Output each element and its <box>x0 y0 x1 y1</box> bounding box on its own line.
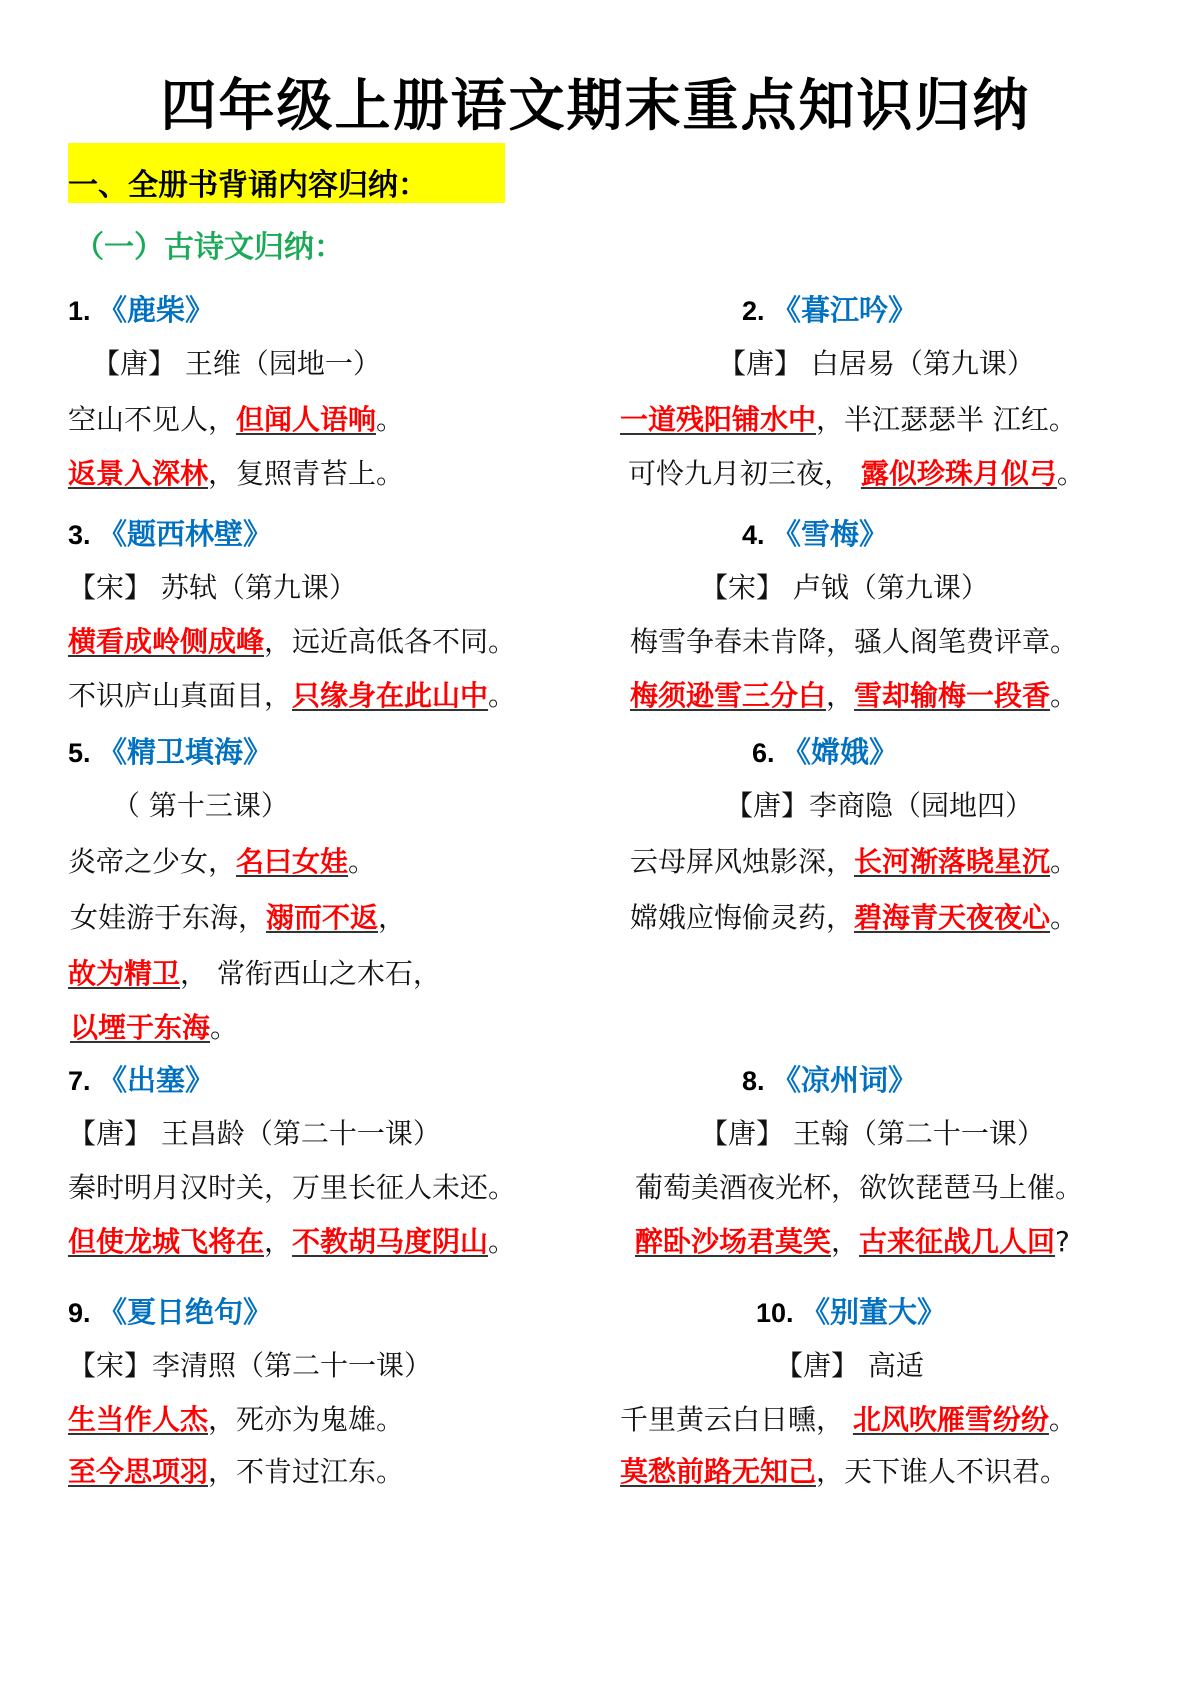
poem-line <box>635 1220 1070 1260</box>
poem-line <box>620 1450 1068 1490</box>
verse-text: ，不肯过江东。 <box>208 1455 405 1488</box>
page-title: 四年级上册语文期末重点知识归纳 <box>160 74 1031 139</box>
poem-line <box>68 1220 516 1260</box>
key-phrase: 但闻人语响 <box>236 403 377 436</box>
verse-text: ， <box>264 1225 293 1258</box>
poem-number: 3. <box>68 520 99 550</box>
key-phrase: 古来征战几人回 <box>859 1225 1056 1258</box>
poem-title: 《夏日绝句》 <box>98 1295 273 1329</box>
poem-line <box>630 840 1078 880</box>
poem-heading <box>752 730 898 771</box>
verse-text: 嫦娥应悔偷灵药， <box>630 901 855 934</box>
poem-title: 《雪梅》 <box>772 517 889 551</box>
poem-author: （ 第十三课） <box>112 789 289 822</box>
poem-title: 《凉州词》 <box>772 1063 918 1097</box>
verse-text: ， <box>378 901 407 934</box>
poem-line <box>635 1166 1083 1206</box>
verse-text: 不识庐山真面目， <box>68 679 293 712</box>
verse-text: 梅雪争春未肯降，骚人阁笔费评章。 <box>630 625 1079 658</box>
key-phrase: 醉卧沙场君莫笑 <box>635 1225 832 1258</box>
verse-text: 。 <box>1048 1403 1077 1436</box>
subsection-heading: （一）古诗文归纳： <box>74 230 344 265</box>
key-phrase: 至今思项羽 <box>68 1455 209 1488</box>
poem-author: 【唐】李商隐（园地四） <box>725 789 1034 822</box>
verse-text: 空山不见人， <box>68 403 237 436</box>
verse-text: ， <box>831 1225 860 1258</box>
key-phrase: 雪却输梅一段香 <box>854 679 1051 712</box>
poem-line <box>68 952 441 992</box>
key-phrase: 溺而不返 <box>266 901 379 934</box>
section-heading: 一、全册书背诵内容归纳： <box>68 168 428 203</box>
verse-text: 。 <box>488 679 517 712</box>
verse-text: ， <box>826 679 855 712</box>
key-phrase: 碧海青天夜夜心 <box>854 901 1051 934</box>
poem-line <box>630 674 1078 714</box>
poem-heading <box>742 288 917 329</box>
key-phrase: 生当作人杰 <box>68 1403 209 1436</box>
verse-text: 。 <box>1056 457 1085 490</box>
key-phrase: 不教胡马度阴山 <box>292 1225 489 1258</box>
poem-number: 1. <box>68 296 99 326</box>
verse-text: 。 <box>1050 845 1079 878</box>
verse-text: ， 常衔西山之木石， <box>180 957 441 990</box>
key-phrase: 故为精卫 <box>68 957 181 990</box>
verse-text: 女娃游于东海， <box>70 901 267 934</box>
verse-text: 。 <box>1050 901 1079 934</box>
poem-line <box>68 840 376 880</box>
poem-heading <box>756 1290 946 1331</box>
poem-heading <box>68 1058 214 1099</box>
key-phrase: 以堙于东海 <box>70 1011 211 1044</box>
poem-number: 2. <box>742 296 773 326</box>
key-phrase: 露似珍珠月似弓 <box>860 457 1057 490</box>
key-phrase: 长河渐落晓星沉 <box>854 845 1051 878</box>
poem-line <box>68 674 516 714</box>
poem-heading <box>68 288 214 329</box>
poem-author: 【唐】 王翰（第二十一课） <box>700 1117 1045 1150</box>
poem-title: 《出塞》 <box>98 1063 215 1097</box>
verse-text: 。 <box>376 403 405 436</box>
verse-text: 千里黄云白日曛， <box>620 1403 853 1436</box>
poem-line <box>68 1166 516 1206</box>
poem-heading <box>68 730 272 771</box>
poem-number: 6. <box>752 738 783 768</box>
key-phrase: 只缘身在此山中 <box>292 679 489 712</box>
key-phrase: 梅须逊雪三分白 <box>630 679 827 712</box>
verse-text: 。 <box>488 1225 517 1258</box>
poem-line <box>630 620 1078 660</box>
poem-line <box>620 398 1077 438</box>
verse-text: 葡萄美酒夜光杯，欲饮琵琶马上催。 <box>635 1171 1084 1204</box>
key-phrase: 一道残阳铺水中 <box>620 403 817 436</box>
verse-text: ，天下谁人不识君。 <box>816 1455 1069 1488</box>
poem-number: 8. <box>742 1066 773 1096</box>
poem-line <box>68 1450 404 1490</box>
poem-author: 【唐】 王昌龄（第二十一课） <box>68 1117 441 1150</box>
verse-text: 。 <box>1050 679 1079 712</box>
verse-text: 秦时明月汉时关，万里长征人未还。 <box>68 1171 517 1204</box>
poem-line <box>68 620 516 660</box>
poem-heading <box>742 512 888 553</box>
poem-title: 《别董大》 <box>801 1295 947 1329</box>
poem-line <box>630 896 1078 936</box>
poem-author: 【唐】 高适 <box>775 1349 924 1382</box>
verse-text: 。 <box>348 845 377 878</box>
poem-title: 《嫦娥》 <box>782 735 899 769</box>
poem-title: 《题西林壁》 <box>98 517 273 551</box>
poem-number: 7. <box>68 1066 99 1096</box>
key-phrase: 北风吹雁雪纷纷 <box>852 1403 1049 1436</box>
poem-heading <box>68 1290 272 1331</box>
poem-line <box>68 452 404 492</box>
poem-title: 《鹿柴》 <box>98 293 215 327</box>
verse-text: 炎帝之少女， <box>68 845 237 878</box>
poem-line <box>68 398 404 438</box>
poem-line <box>628 452 1085 492</box>
poem-author: 【宋】李清照（第二十一课） <box>68 1349 433 1382</box>
poem-number: 9. <box>68 1298 99 1328</box>
poem-author: 【唐】 白居易（第九课） <box>718 347 1035 380</box>
verse-text: ，死亦为鬼雄。 <box>208 1403 405 1436</box>
poem-line <box>70 1006 238 1046</box>
poem-heading <box>68 512 272 553</box>
poem-heading <box>742 1058 917 1099</box>
poem-number: 10. <box>756 1298 802 1328</box>
poem-number: 5. <box>68 738 99 768</box>
poem-line <box>620 1398 1077 1438</box>
verse-text: ，半江瑟瑟半 江红。 <box>816 403 1077 436</box>
poem-title: 《精卫填海》 <box>98 735 273 769</box>
verse-text: 可怜九月初三夜， <box>628 457 861 490</box>
poem-title: 《暮江吟》 <box>772 293 918 327</box>
key-phrase: 莫愁前路无知己 <box>620 1455 817 1488</box>
poem-line <box>68 1398 404 1438</box>
verse-text: 云母屏风烛影深， <box>630 845 855 878</box>
verse-text: ? <box>1055 1225 1070 1258</box>
verse-text: ，复照青苔上。 <box>208 457 405 490</box>
poem-author: 【宋】 苏轼（第九课） <box>68 571 357 604</box>
key-phrase: 横看成岭侧成峰 <box>68 625 265 658</box>
poem-author: 【唐】 王维（园地一） <box>92 347 381 380</box>
poem-number: 4. <box>742 520 773 550</box>
poem-author: 【宋】 卢钺（第九课） <box>700 571 989 604</box>
poem-line <box>70 896 406 936</box>
key-phrase: 但使龙城飞将在 <box>68 1225 265 1258</box>
key-phrase: 名曰女娃 <box>236 845 349 878</box>
verse-text: 。 <box>210 1011 239 1044</box>
key-phrase: 返景入深林 <box>68 457 209 490</box>
verse-text: ，远近高低各不同。 <box>264 625 517 658</box>
